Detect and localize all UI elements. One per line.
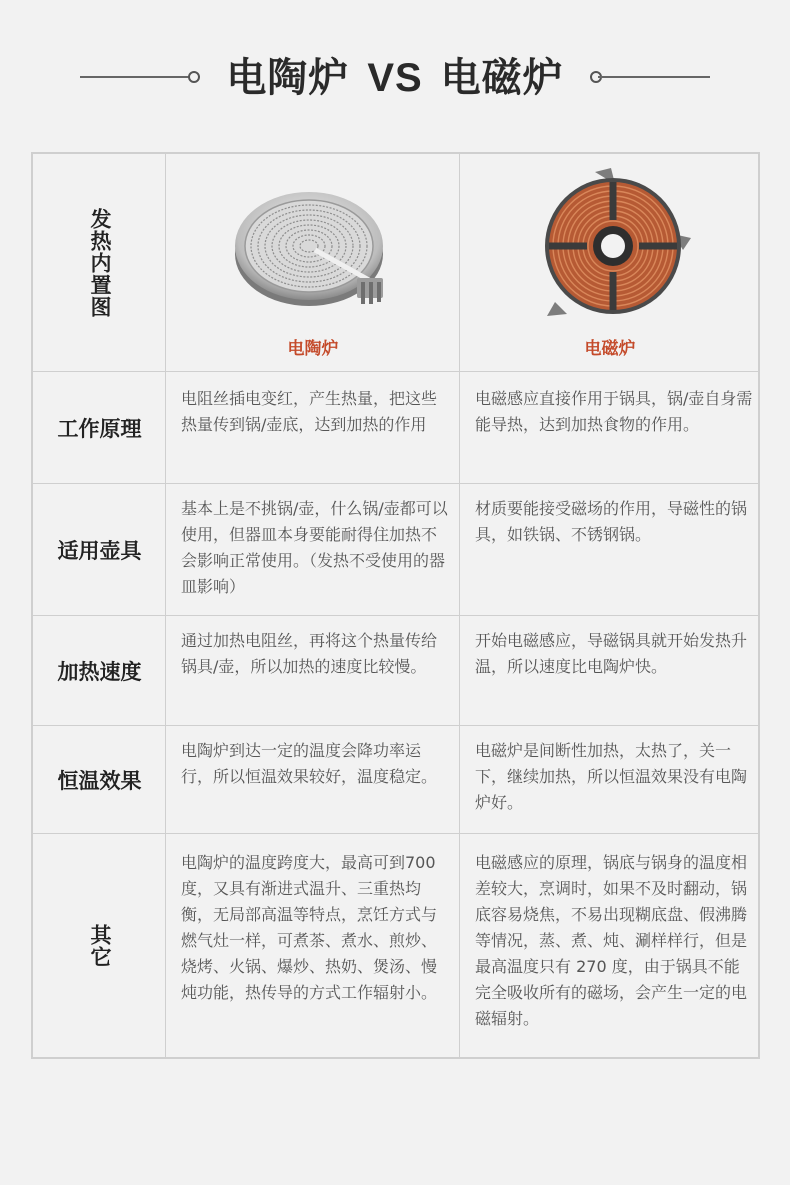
ceramic-working-principle: 电阻丝插电变红，产生热量，把这些热量传到锅/壶底，达到加热的作用 [181,389,438,434]
title-vs: VS [367,56,423,100]
row-label-other: 其它 [88,923,113,968]
row-label-working-principle: 工作原理 [57,416,142,441]
ceramic-constant-temperature: 电陶炉到达一定的温度会降功率运行，所以恒温效果较好，温度稳定。 [181,741,438,786]
page-title [200,48,590,108]
induction-heating-speed: 开始电磁感应，导磁锅具就开始发热升温，所以速度比电陶炉快。 [475,631,748,676]
induction-working-principle: 电磁感应直接作用于锅具，锅/壶自身需能导热，达到加热食物的作用。 [475,389,753,434]
title-divider-right [598,76,710,78]
title-left: 电陶炉 [226,55,350,101]
induction-constant-temperature: 电磁炉是间断性加热，太热了，关一下，继续加热，所以恒温效果没有电陶炉好。 [475,741,748,812]
row-label-constant-temperature: 恒温效果 [57,768,142,793]
row-label-compatible-cookware: 适用壶具 [57,538,142,563]
induction-other: 电磁感应的原理，锅底与锅身的温度相差较大，烹调时，如果不及时翻动，锅底容易烧焦，不易出现糊底盘、假沸腾等情况，蒸、煮、炖、涮样样行，但是最高温度只有 270 度，由于锅具不能完全吸收所有的磁场，会产生一定的电磁辐射。 [475,853,748,1028]
comparison-table [31,152,760,1059]
row-label-heating-diagram: 发热内置图 [88,207,113,318]
title-divider-left [80,76,190,78]
ceramic-heater-image [229,176,399,316]
row-label-heating-speed: 加热速度 [57,659,142,684]
title-right: 电磁炉 [440,55,564,101]
ceramic-image-caption: 电陶炉 [287,339,339,359]
induction-compatible-cookware: 材质要能接受磁场的作用，导磁性的锅具，如铁锅、不锈钢锅。 [475,499,748,544]
induction-coil-image [533,164,693,324]
ceramic-compatible-cookware: 基本上是不挑锅/壶，什么锅/壶都可以使用，但器皿本身要能耐得住加热不会影响正常使用。（发热不受使用的器皿影响） [181,499,448,596]
induction-image-caption: 电磁炉 [584,339,636,359]
ceramic-heating-speed: 通过加热电阻丝，再将这个热量传给锅具/壶，所以加热的速度比较慢。 [181,631,438,676]
ceramic-other: 电陶炉的温度跨度大，最高可到700 度，又具有渐进式温升、三重热均衡，无局部高温等特点，烹饪方式与燃气灶一样，可煮茶、煮水、煎炒、烧烤、火锅、爆炒、热奶、煲汤、慢炖功能，热传导的方式工作辐射小。 [181,853,438,1002]
page-title-row [0,48,790,108]
title-dot-left-icon [188,71,200,83]
